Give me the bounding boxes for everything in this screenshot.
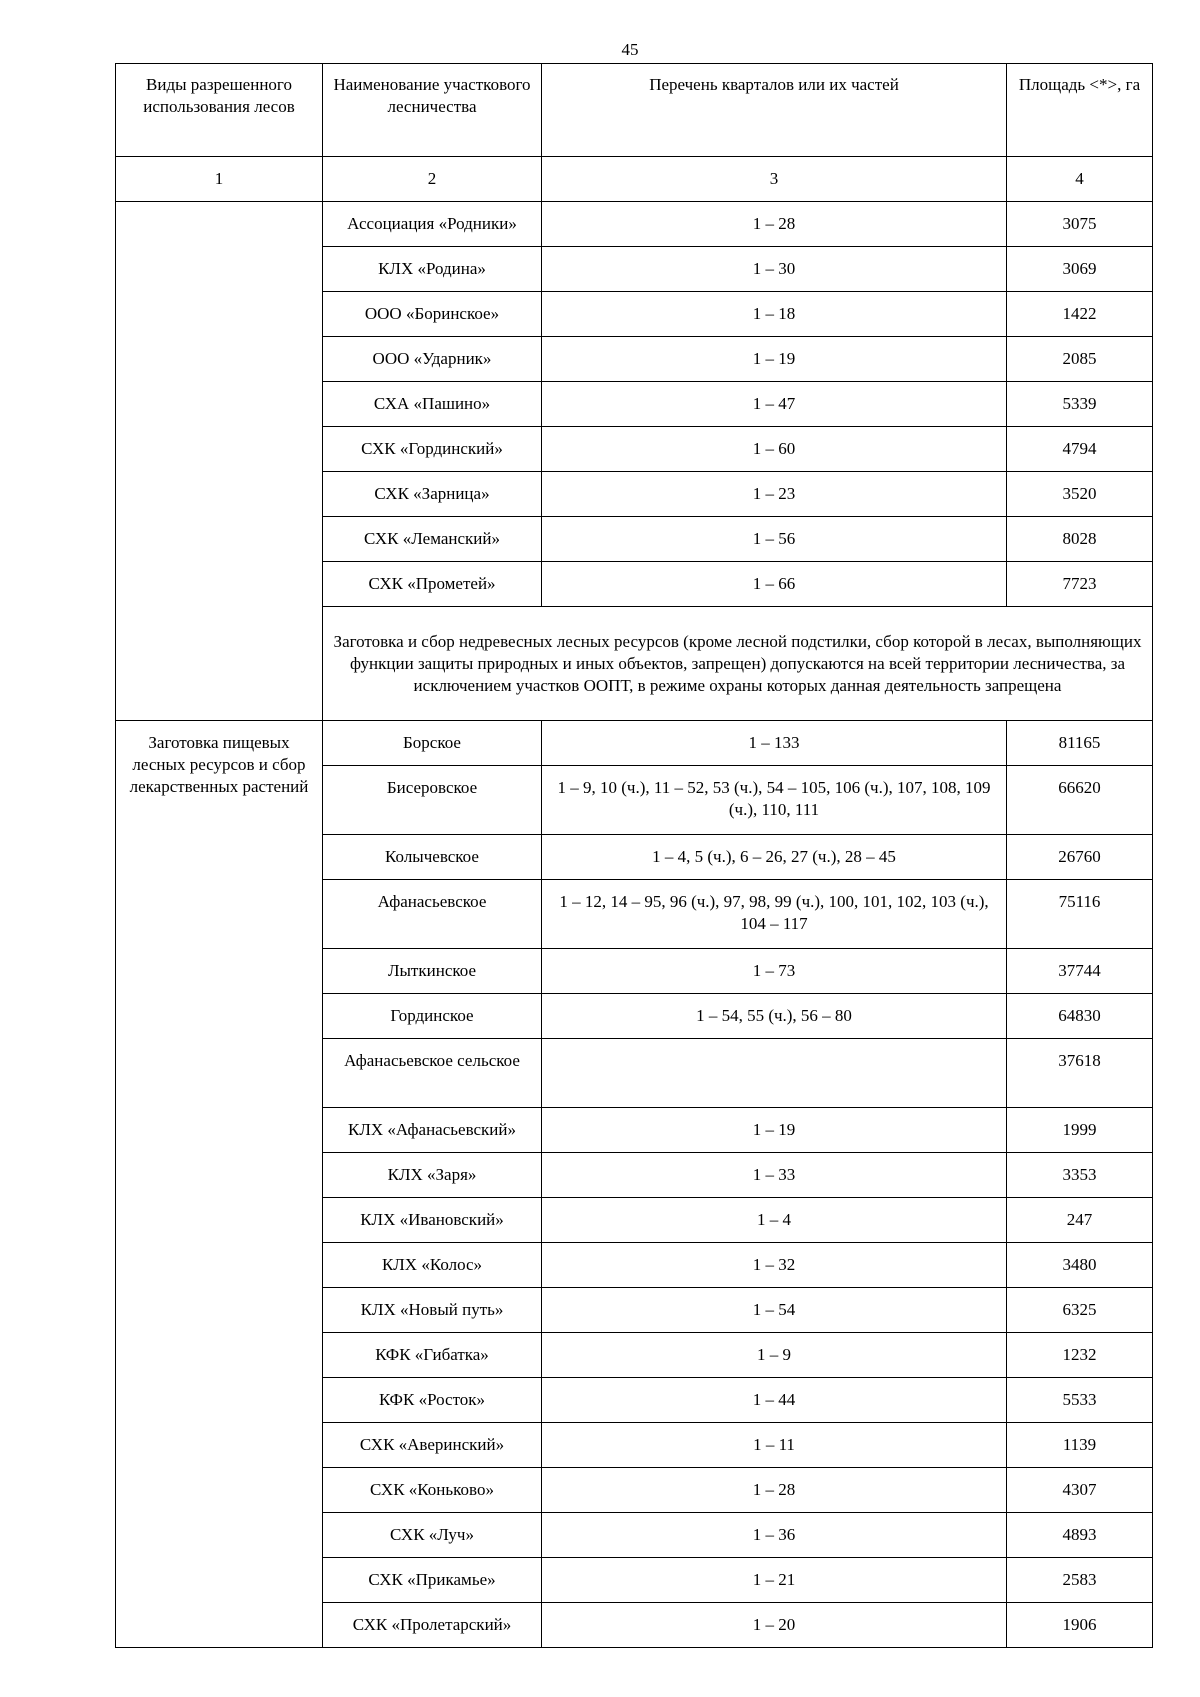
quarters: 1 – 11 — [542, 1423, 1007, 1468]
forestry-name: Афанасьевское сельское — [323, 1039, 542, 1108]
quarters: 1 – 12, 14 – 95, 96 (ч.), 97, 98, 99 (ч.), 100, 101, 102, 103 (ч.), 104 – 117 — [542, 880, 1007, 949]
quarters: 1 – 23 — [542, 472, 1007, 517]
column-number: 1 — [116, 157, 323, 202]
header-quarters-list: Перечень кварталов или их частей — [542, 64, 1007, 157]
forestry-name: СХА «Пашино» — [323, 382, 542, 427]
forestry-name: СХК «Зарница» — [323, 472, 542, 517]
area: 3480 — [1007, 1243, 1153, 1288]
forestry-name: КЛХ «Афанасьевский» — [323, 1108, 542, 1153]
page-number: 45 — [621, 40, 639, 59]
quarters: 1 – 33 — [542, 1153, 1007, 1198]
forestry-name: Колычевское — [323, 835, 542, 880]
header-forestry-name: Наименование участкового лесничества — [323, 64, 542, 157]
column-number-row — [116, 157, 1153, 202]
quarters: 1 – 20 — [542, 1603, 1007, 1648]
quarters — [542, 1039, 1007, 1108]
forestry-name: Ассоциация «Родники» — [323, 202, 542, 247]
quarters: 1 – 66 — [542, 562, 1007, 607]
area: 75116 — [1007, 880, 1153, 949]
forestry-name: СХК «Леманский» — [323, 517, 542, 562]
area: 3353 — [1007, 1153, 1153, 1198]
quarters: 1 – 47 — [542, 382, 1007, 427]
quarters: 1 – 32 — [542, 1243, 1007, 1288]
area: 37618 — [1007, 1039, 1153, 1108]
kind-of-use-cell: Заготовка пищевых лесных ресурсов и сбор лекарственных растений — [116, 721, 323, 1648]
area: 7723 — [1007, 562, 1153, 607]
forestry-name: КЛХ «Заря» — [323, 1153, 542, 1198]
area: 64830 — [1007, 994, 1153, 1039]
area: 5533 — [1007, 1378, 1153, 1423]
area: 66620 — [1007, 766, 1153, 835]
area: 1232 — [1007, 1333, 1153, 1378]
quarters: 1 – 28 — [542, 202, 1007, 247]
area: 5339 — [1007, 382, 1153, 427]
area: 4893 — [1007, 1513, 1153, 1558]
area: 4794 — [1007, 427, 1153, 472]
quarters: 1 – 4, 5 (ч.), 6 – 26, 27 (ч.), 28 – 45 — [542, 835, 1007, 880]
quarters: 1 – 54, 55 (ч.), 56 – 80 — [542, 994, 1007, 1039]
quarters: 1 – 56 — [542, 517, 1007, 562]
quarters: 1 – 28 — [542, 1468, 1007, 1513]
forestry-name: СХК «Прометей» — [323, 562, 542, 607]
forestry-name: КФК «Гибатка» — [323, 1333, 542, 1378]
forestry-name: КЛХ «Родина» — [323, 247, 542, 292]
quarters: 1 – 18 — [542, 292, 1007, 337]
area: 4307 — [1007, 1468, 1153, 1513]
area: 8028 — [1007, 517, 1153, 562]
header-kind-of-use: Виды разрешенного использования лесов — [116, 64, 323, 157]
area: 37744 — [1007, 949, 1153, 994]
forestry-name: СХК «Луч» — [323, 1513, 542, 1558]
forestry-name: СХК «Коньково» — [323, 1468, 542, 1513]
table-row — [116, 202, 1153, 247]
quarters: 1 – 44 — [542, 1378, 1007, 1423]
forestry-name: СХК «Прикамье» — [323, 1558, 542, 1603]
forestry-name: Гординское — [323, 994, 542, 1039]
non-timber-resources-note: Заготовка и сбор недревесных лесных ресурсов (кроме лесной подстилки, сбор которой в лесах, выполняющих функции защиты природных и иных объектов, запрещен) допускаются на всей территории лесничества, за исключением участков ООПТ, в режиме охраны которых данная деятельность запрещена — [323, 607, 1153, 721]
column-number: 2 — [323, 157, 542, 202]
forestry-name: СХК «Гординский» — [323, 427, 542, 472]
area: 6325 — [1007, 1288, 1153, 1333]
table-header-row — [116, 64, 1153, 157]
area: 1999 — [1007, 1108, 1153, 1153]
quarters: 1 – 9 — [542, 1333, 1007, 1378]
area: 3075 — [1007, 202, 1153, 247]
kind-of-use-cell — [116, 202, 323, 721]
forestry-name: Бисеровское — [323, 766, 542, 835]
quarters: 1 – 30 — [542, 247, 1007, 292]
quarters: 1 – 133 — [542, 721, 1007, 766]
forestry-name: Борское — [323, 721, 542, 766]
quarters: 1 – 21 — [542, 1558, 1007, 1603]
forestry-name: ООО «Ударник» — [323, 337, 542, 382]
forestry-name: СХК «Аверинский» — [323, 1423, 542, 1468]
area: 81165 — [1007, 721, 1153, 766]
header-area: Площадь <*>, га — [1007, 64, 1153, 157]
area: 2085 — [1007, 337, 1153, 382]
column-number: 4 — [1007, 157, 1153, 202]
forest-use-table — [115, 63, 1153, 1648]
forestry-name: Лыткинское — [323, 949, 542, 994]
area: 3069 — [1007, 247, 1153, 292]
forestry-name: ООО «Боринское» — [323, 292, 542, 337]
forestry-name: КЛХ «Ивановский» — [323, 1198, 542, 1243]
forestry-name: СХК «Пролетарский» — [323, 1603, 542, 1648]
forestry-name: КЛХ «Новый путь» — [323, 1288, 542, 1333]
area: 1906 — [1007, 1603, 1153, 1648]
area: 3520 — [1007, 472, 1153, 517]
area: 26760 — [1007, 835, 1153, 880]
area: 1422 — [1007, 292, 1153, 337]
forestry-name: Афанасьевское — [323, 880, 542, 949]
quarters: 1 – 9, 10 (ч.), 11 – 52, 53 (ч.), 54 – 105, 106 (ч.), 107, 108, 109 (ч.), 110, 111 — [542, 766, 1007, 835]
quarters: 1 – 73 — [542, 949, 1007, 994]
area: 2583 — [1007, 1558, 1153, 1603]
column-number: 3 — [542, 157, 1007, 202]
area: 1139 — [1007, 1423, 1153, 1468]
table-row — [116, 721, 1153, 766]
quarters: 1 – 54 — [542, 1288, 1007, 1333]
quarters: 1 – 60 — [542, 427, 1007, 472]
forestry-name: КЛХ «Колос» — [323, 1243, 542, 1288]
quarters: 1 – 19 — [542, 1108, 1007, 1153]
area: 247 — [1007, 1198, 1153, 1243]
quarters: 1 – 36 — [542, 1513, 1007, 1558]
quarters: 1 – 19 — [542, 337, 1007, 382]
quarters: 1 – 4 — [542, 1198, 1007, 1243]
forestry-name: КФК «Росток» — [323, 1378, 542, 1423]
